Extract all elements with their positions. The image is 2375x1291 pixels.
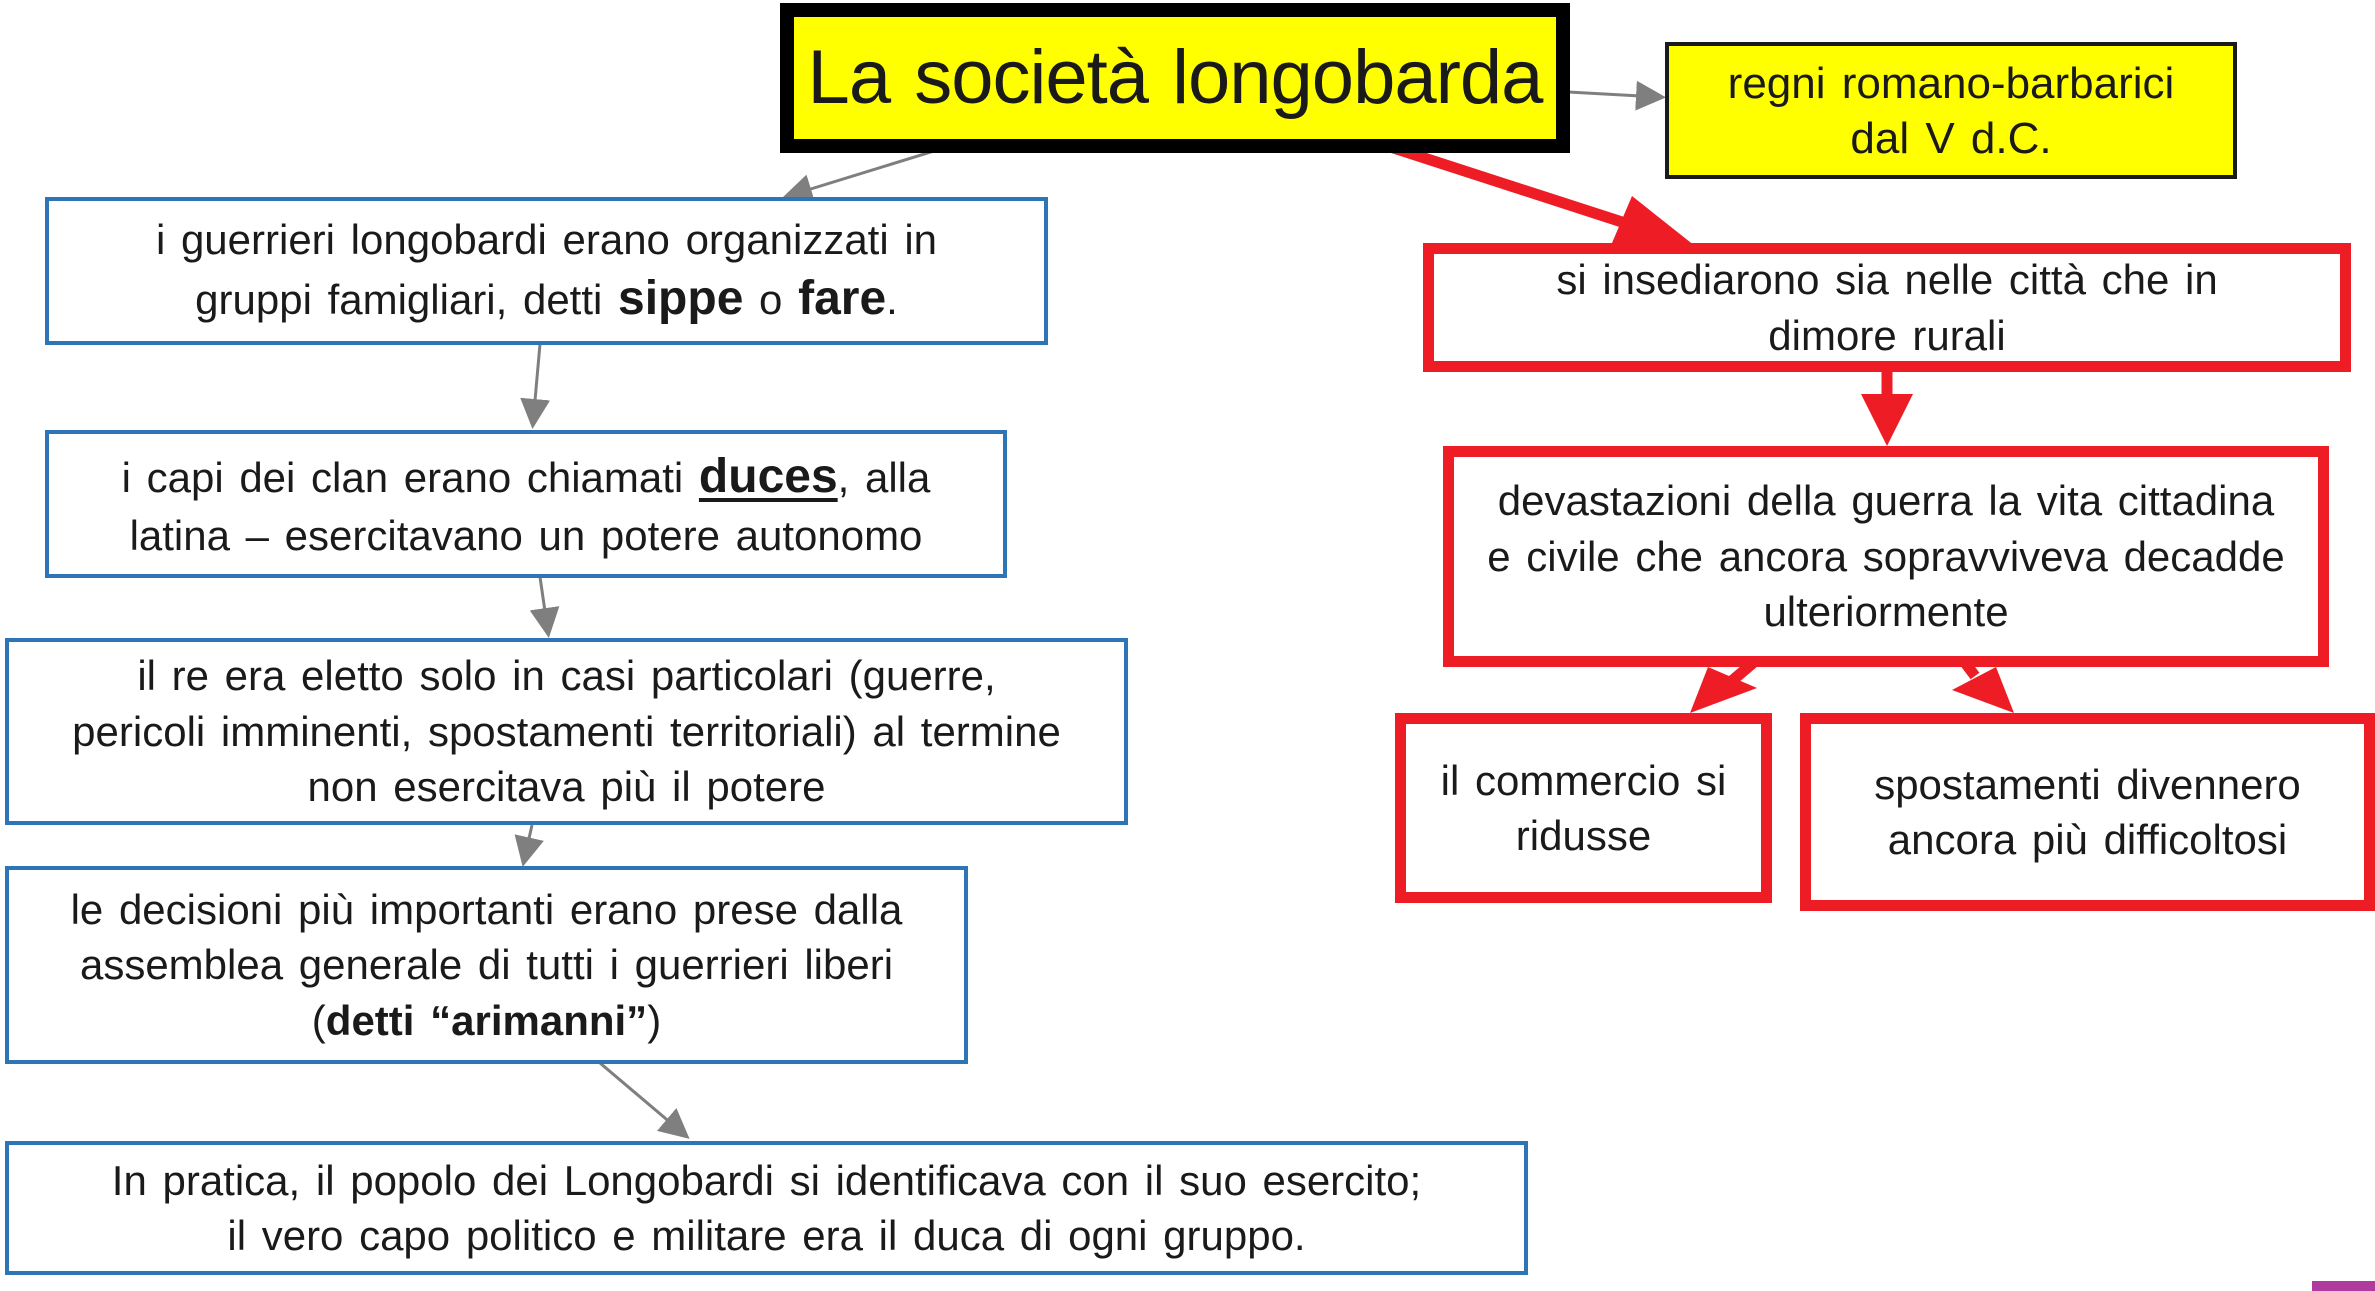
keyword-arimanni: detti “arimanni” (325, 996, 648, 1044)
left-box-1-conj: o (743, 276, 799, 324)
arrow-title-to-side-note (1568, 92, 1660, 97)
left-box-3 (5, 638, 1128, 825)
corner-accent (2312, 1281, 2375, 1291)
left-box-2-text: i capi dei clan erano chiamati (121, 453, 699, 501)
arrow-box1-to-box2 (533, 344, 540, 423)
arrow-box3-to-box4 (524, 825, 532, 861)
right-box-1 (1423, 243, 2351, 372)
right-box-2 (1443, 446, 2329, 667)
right-box-2-text: devastazioni della guerra la vita cittadina e civile che ancora sopravviveva decadde ulteriormente (1487, 477, 2285, 636)
left-box-2 (45, 430, 1007, 578)
red-arrow-right1-to-right2 (1861, 366, 1913, 446)
keyword-fare: fare (798, 272, 887, 326)
right-box-4-text: spostamenti divennero ancora più difficoltosi (1874, 760, 2301, 863)
left-box-3-text: il re era eletto solo in casi particolari (guerre, pericoli imminenti, spostamenti territoriali) al termine non esercitava più il potere (72, 652, 1061, 811)
left-box-1-text: i guerrieri longobardi erano organizzati in gruppi famigliari, detti (155, 215, 938, 324)
side-note-box (1665, 42, 2237, 179)
page-title: La società longobarda (807, 34, 1543, 120)
left-box-4-text: le decisioni più importanti erano prese dalla assemblea generale di tutti i guerrieri liberi ( (70, 885, 903, 1044)
red-arrow-right2-to-right3 (1690, 663, 1757, 713)
arrow-box4-to-box5 (600, 1063, 685, 1135)
left-box-1-end: . (886, 276, 898, 324)
right-box-4 (1800, 713, 2375, 911)
arrow-box2-to-box3 (540, 577, 548, 632)
red-arrow-title-to-right1 (1378, 143, 1695, 246)
title-box (780, 3, 1570, 153)
right-box-3 (1395, 713, 1772, 903)
side-note-line2: dal V d.C. (1850, 113, 2052, 163)
left-box-2-end: , alla latina – esercitavano un potere autonomo (129, 453, 931, 559)
left-box-5-line1: In pratica, il popolo dei Longobardi si identificava con il suo esercito; (111, 1156, 1422, 1204)
left-box-4 (5, 866, 968, 1064)
side-note-line1: regni romano-barbarici (1727, 58, 2175, 108)
left-box-5-line2: il vero capo politico e militare era il duca di ogni gruppo. (227, 1212, 1306, 1259)
left-box-5 (5, 1141, 1528, 1275)
keyword-duces: duces (698, 449, 838, 503)
left-box-4-end: ) (647, 996, 662, 1044)
right-box-3-text: il commercio si ridusse (1440, 756, 1727, 859)
right-box-1-text: si insediarono sia nelle città che in dimore rurali (1556, 256, 2218, 359)
left-box-1 (45, 197, 1048, 345)
keyword-sippe: sippe (618, 272, 744, 326)
